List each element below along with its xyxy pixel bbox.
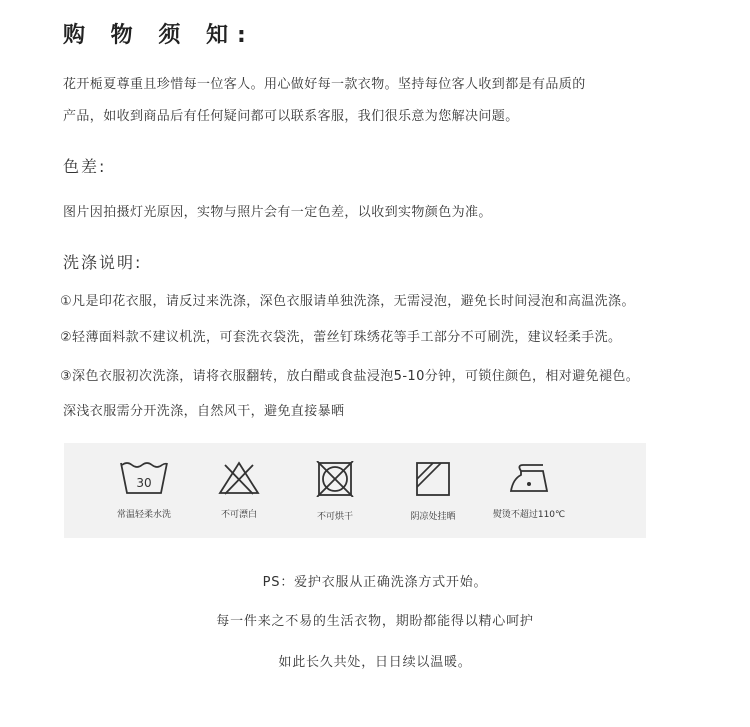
page-title: 购 物 须 知:	[63, 23, 255, 48]
shade-hang-dry-icon	[413, 461, 453, 497]
no-tumble-dry-icon	[315, 461, 355, 497]
intro-line-2: 产品，如收到商品后有任何疑问都可以联系客服，我们很乐意为您解决问题。	[63, 109, 519, 124]
washing-heading: 洗涤说明:	[63, 253, 143, 272]
washing-item-2: ②轻薄面料款不建议机洗，可套洗衣袋洗，蕾丝钉珠绣花等手工部分不可刷洗，建议轻柔手洗。	[60, 330, 622, 345]
wash-30-icon	[119, 461, 169, 495]
care-item-iron	[484, 461, 574, 520]
washing-item-1: ①凡是印花衣服，请反过来洗涤，深色衣服请单独洗涤，无需浸泡，避免长时间浸泡和高温洗涤。	[60, 294, 635, 309]
care-label-wash: 常温轻柔水洗	[116, 510, 171, 520]
care-item-shade-dry	[388, 461, 478, 522]
no-bleach-icon	[217, 461, 261, 495]
color-diff-heading: 色差:	[63, 157, 107, 176]
care-label-no-dry: 不可烘干	[316, 512, 353, 522]
intro-line-1: 花开栀夏尊重且珍惜每一位客人。用心做好每一款衣物。坚持每位客人收到都是有品质的	[63, 77, 586, 92]
washing-item-3: ③深色衣服初次洗涤，请将衣服翻转，放白醋或食盐浸泡5-10分钟，可锁住颜色，相对避免褪色。	[60, 369, 640, 384]
footer-line-2: 每一件来之不易的生活衣物，期盼都能得以精心呵护	[216, 614, 534, 629]
footer-line-1: PS：爱护衣服从正确洗涤方式开始。	[262, 575, 488, 590]
iron-icon	[507, 461, 551, 495]
color-diff-text: 图片因拍摄灯光原因，实物与照片会有一定色差，以收到实物颜色为准。	[63, 205, 492, 220]
care-label-no-bleach: 不可漂白	[220, 510, 257, 520]
washing-item-4: 深浅衣服需分开洗涤，自然风干，避免直接暴晒	[63, 404, 345, 419]
footer-line-3: 如此长久共处，日日续以温暖。	[278, 655, 472, 670]
care-item-no-bleach	[194, 461, 284, 520]
care-label-iron: 熨烫不超过110℃	[492, 510, 566, 520]
care-label-shade-dry: 阴凉处挂晒	[410, 512, 456, 522]
care-instructions-panel	[64, 443, 646, 538]
wash-temp: 30	[136, 476, 152, 490]
care-item-wash	[99, 461, 189, 520]
care-item-no-dry	[290, 461, 380, 522]
